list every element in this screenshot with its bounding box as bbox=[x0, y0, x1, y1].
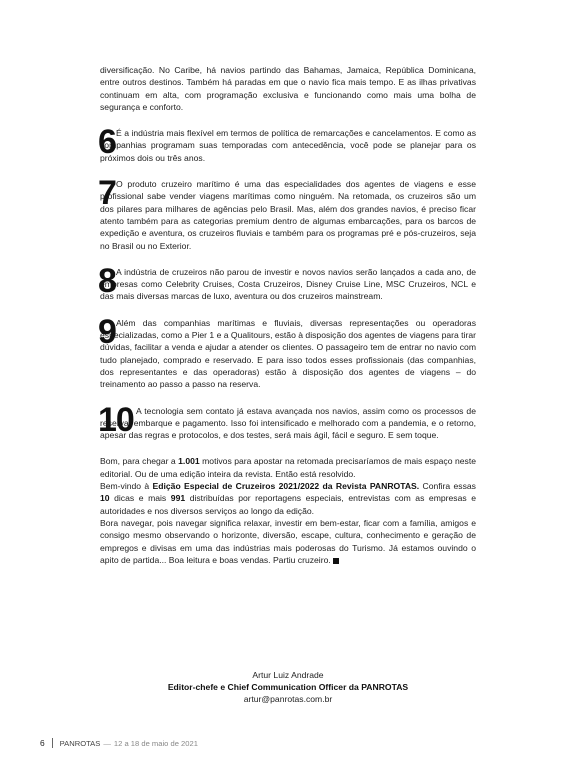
tip-10 bbox=[98, 400, 476, 442]
signature-block bbox=[100, 669, 476, 706]
author-title: Editor-chefe e Chief Communication Officer da PANROTAS bbox=[167, 682, 409, 693]
tip-text: É a indústria mais flexível em termos de política de remarcações e cancelamentos. E como as companhias programam suas temporadas com antecedência, você pode se planejar para os próximos dois ou três anos. bbox=[100, 128, 476, 163]
tip-number: 10 bbox=[98, 400, 134, 439]
intro-paragraph: diversificação. No Caribe, há navios partindo das Bahamas, Jamaica, República Dominicana, entre outros destinos. Também há paradas em que o navio fica mais tempo. E as ilhas privativas continuam em alta, com programação exclusiva e funcionando como mais uma bolha de segurança e conforto. bbox=[100, 65, 476, 112]
issue-date: 12 a 18 de maio de 2021 bbox=[113, 739, 198, 748]
author-name: Artur Luiz Andrade bbox=[252, 670, 324, 680]
closing-paragraph-2 bbox=[100, 480, 476, 517]
editorial-body bbox=[100, 64, 476, 566]
tip-7 bbox=[98, 174, 476, 252]
text-run: distribuídas por reportagens especiais, entrevistas com as empresas e autoridades e nos diversos serviços ao longo da edição. bbox=[100, 493, 476, 516]
tip-text: A indústria de cruzeiros não parou de investir e novos navios serão lançados a cada ano, de empresas como Celebrity Cruises, Costa Cruzeiros, Disney Cruise Line, MSC Cruzeiros, NCL e das mais diversas marcas de luxo, aventura ou dos cruzeiros mainstream. bbox=[100, 266, 476, 302]
highlight-number: 1.001 bbox=[178, 456, 200, 467]
text-run: dicas e mais bbox=[109, 493, 171, 504]
text-run: Bom, para chegar a bbox=[100, 456, 179, 467]
highlight-number: 991 bbox=[170, 493, 186, 504]
closing-paragraph-3 bbox=[100, 517, 476, 566]
highlight-number: 10 bbox=[100, 493, 110, 504]
tip-text: A tecnologia sem contato já estava avançada nos navios, assim como os processos de reserva, embarque e pagamento. Isso foi intensificado e melhorado com a pandemia, e o retorno, apesar das regras e protocolos, e dos testes, será mais ágil, fácil e seguro. E sem toque. bbox=[100, 405, 476, 441]
edition-title: Edição Especial de Cruzeiros 2021/2022 da Revista PANROTAS. bbox=[152, 481, 420, 492]
footer-divider bbox=[52, 738, 53, 748]
tip-number: 7 bbox=[98, 174, 116, 213]
text-run: Bora navegar, pois navegar significa relaxar, investir em bem-estar, ficar com a família, amigos e consigo mesmo observando o horizonte, diversão, escape, cultura, conhecimento e geração de empregos e divisas em uma das indústrias mais poderosas do Turismo. Já estamos ouvindo o apito de partida... Boa leitura e boas vendas. Partiu cruzeiro. bbox=[100, 517, 476, 565]
closing-paragraph-1 bbox=[100, 455, 476, 480]
tip-number: 8 bbox=[98, 261, 116, 300]
tip-number: 6 bbox=[98, 123, 116, 162]
tip-8 bbox=[98, 261, 476, 303]
text-run: Confira essas bbox=[419, 481, 476, 492]
end-of-article-icon bbox=[333, 558, 339, 564]
publication-name: PANROTAS bbox=[59, 739, 101, 748]
intro-paragraph-block bbox=[100, 64, 476, 113]
author-email[interactable]: artur@panrotas.com.br bbox=[243, 694, 333, 705]
tip-text: Além das companhias marítimas e fluviais, diversas representações ou operadoras especializadas, como a Pier 1 e a Qualitours, estão à disposição dos agentes de viagens para tirar dúvidas, facilitar a venda e ajudar a atender os clientes. O passageiro tem de entrar no navio com tudo planejado, comprado e reservado. E para isso todos esses profissionais (das companhias, dos representantes e das operadoras) estão à disposição dos agentes de viagens – do treinamento ao passo a passo na reserva. bbox=[100, 317, 476, 390]
footer-dash: — bbox=[103, 739, 111, 748]
text-run: motivos para apostar na retomada precisaríamos de mais espaço neste editorial. Ou de uma edição inteira da revista. Então está resolvido. bbox=[100, 456, 476, 479]
closing-section bbox=[100, 455, 476, 566]
tip-6 bbox=[98, 123, 476, 164]
page-number: 6 bbox=[40, 738, 45, 748]
page-footer bbox=[40, 738, 198, 748]
tip-text: O produto cruzeiro marítimo é uma das especialidades dos agentes de viagens e esse profissional sabe vender viagens marítimas como ninguém. Na retomada, os cruzeiros são um dos pilares para milhares de agências pelo Brasil. Mas, além dos grandes navios, é preciso ficar atento também para as categorias premium dentro de algumas embarcações, para os barcos de expedição e aventura, os cruzeiros fluviais e também para os programas pré e pós-cruzeiros, seja no Brasil ou no Exterior. bbox=[100, 179, 476, 251]
tip-number: 9 bbox=[98, 312, 116, 351]
text-run: Bem-vindo à bbox=[100, 481, 153, 492]
tip-9 bbox=[98, 312, 476, 391]
